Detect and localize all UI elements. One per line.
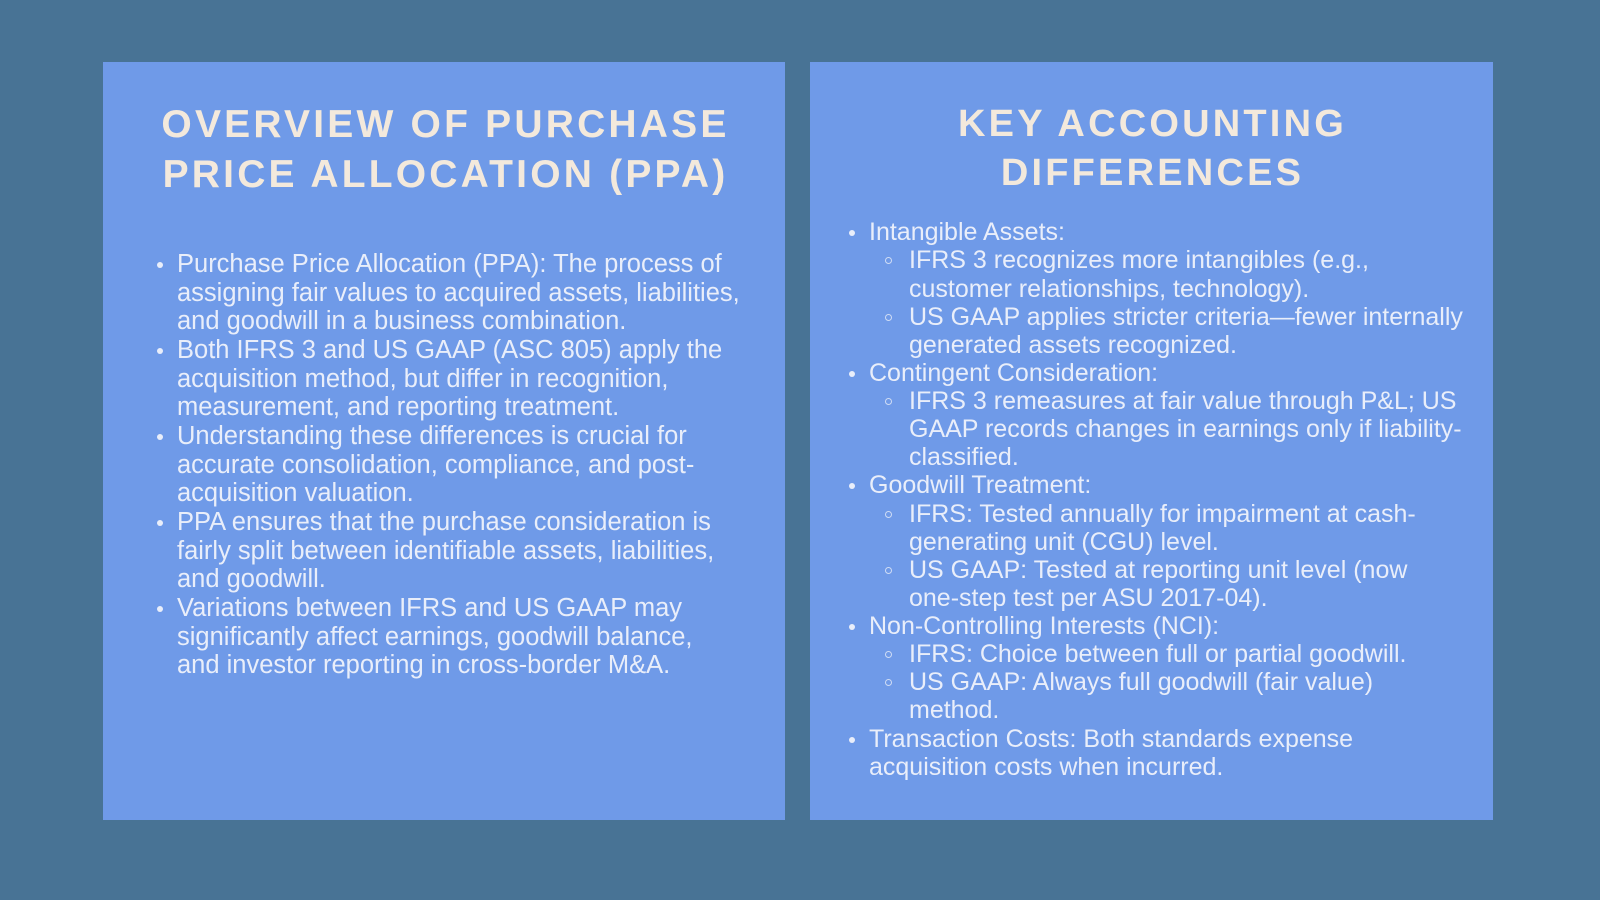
sub-bullet-text: IFRS 3 recognizes more intangibles (e.g., customer relationships, technology). bbox=[909, 246, 1369, 303]
sub-bullet-list bbox=[869, 387, 1463, 471]
sub-bullet-item bbox=[869, 500, 1463, 556]
sub-bullet-item bbox=[869, 303, 1463, 359]
bullet-item bbox=[842, 359, 1463, 472]
bullet-item bbox=[150, 508, 741, 594]
bullet-text: PPA ensures that the purchase consideration is fairly split between identifiable assets, liabilities, and goodwill. bbox=[177, 508, 715, 594]
sub-bullet-list bbox=[869, 246, 1463, 359]
sub-bullet-text: US GAAP applies stricter criteria—fewer internally generated assets recognized. bbox=[909, 302, 1463, 359]
bullet-item bbox=[842, 725, 1463, 781]
bullet-text: Contingent Consideration: bbox=[869, 358, 1159, 387]
sub-bullet-text: IFRS 3 remeasures at fair value through P&L; US GAAP records changes in earnings only if liability-classified. bbox=[909, 387, 1462, 472]
bullet-item bbox=[842, 471, 1463, 612]
sub-bullet-item bbox=[869, 668, 1463, 724]
sub-bullet-text: US GAAP: Tested at reporting unit level (now one-step test per ASU 2017-04). bbox=[909, 555, 1408, 612]
bullet-text: Both IFRS 3 and US GAAP (ASC 805) apply the acquisition method, but differ in recognition, measurement, and reporting treatment. bbox=[177, 335, 723, 422]
sub-bullet-item bbox=[869, 556, 1463, 612]
bullet-text: Purchase Price Allocation (PPA): The process of assigning fair values to acquired assets, liabilities, and goodwill in a business combination. bbox=[177, 249, 740, 336]
bullet-item bbox=[842, 218, 1463, 359]
bullet-text: Understanding these differences is crucial for accurate consolidation, compliance, and post-acquisition valuation. bbox=[177, 421, 695, 508]
panel-overview bbox=[103, 62, 785, 820]
sub-bullet-item bbox=[869, 640, 1463, 668]
bullet-item bbox=[842, 612, 1463, 725]
bullet-text: Non-Controlling Interests (NCI): bbox=[869, 612, 1220, 640]
bullet-item bbox=[150, 422, 741, 508]
bullet-text: Intangible Assets: bbox=[869, 218, 1065, 247]
bullet-item bbox=[150, 250, 741, 336]
panel-key-differences-bullet-list bbox=[842, 218, 1463, 781]
sub-bullet-list bbox=[869, 500, 1463, 613]
sub-bullet-text: IFRS: Choice between full or partial goodwill. bbox=[909, 640, 1407, 669]
sub-bullet-list bbox=[869, 640, 1463, 724]
panel-overview-title: OVERVIEW OF PURCHASE PRICE ALLOCATION (PPA) bbox=[161, 103, 730, 196]
bullet-text: Goodwill Treatment: bbox=[869, 471, 1092, 500]
bullet-item bbox=[150, 336, 741, 422]
sub-bullet-item bbox=[869, 246, 1463, 302]
sub-bullet-text: IFRS: Tested annually for impairment at cash-generating unit (CGU) level. bbox=[909, 499, 1416, 556]
bullet-item bbox=[150, 594, 741, 680]
bullet-text: Transaction Costs: Both standards expense acquisition costs when incurred. bbox=[869, 724, 1354, 781]
panel-key-differences-title: KEY ACCOUNTING DIFFERENCES bbox=[958, 103, 1347, 194]
panel-overview-bullet-list bbox=[150, 250, 741, 680]
sub-bullet-text: US GAAP: Always full goodwill (fair value) method. bbox=[909, 668, 1374, 725]
panel-key-differences bbox=[810, 62, 1493, 820]
sub-bullet-item bbox=[869, 387, 1463, 471]
bullet-text: Variations between IFRS and US GAAP may significantly affect earnings, goodwill balance, and investor reporting in cross-border M&A. bbox=[177, 594, 693, 680]
